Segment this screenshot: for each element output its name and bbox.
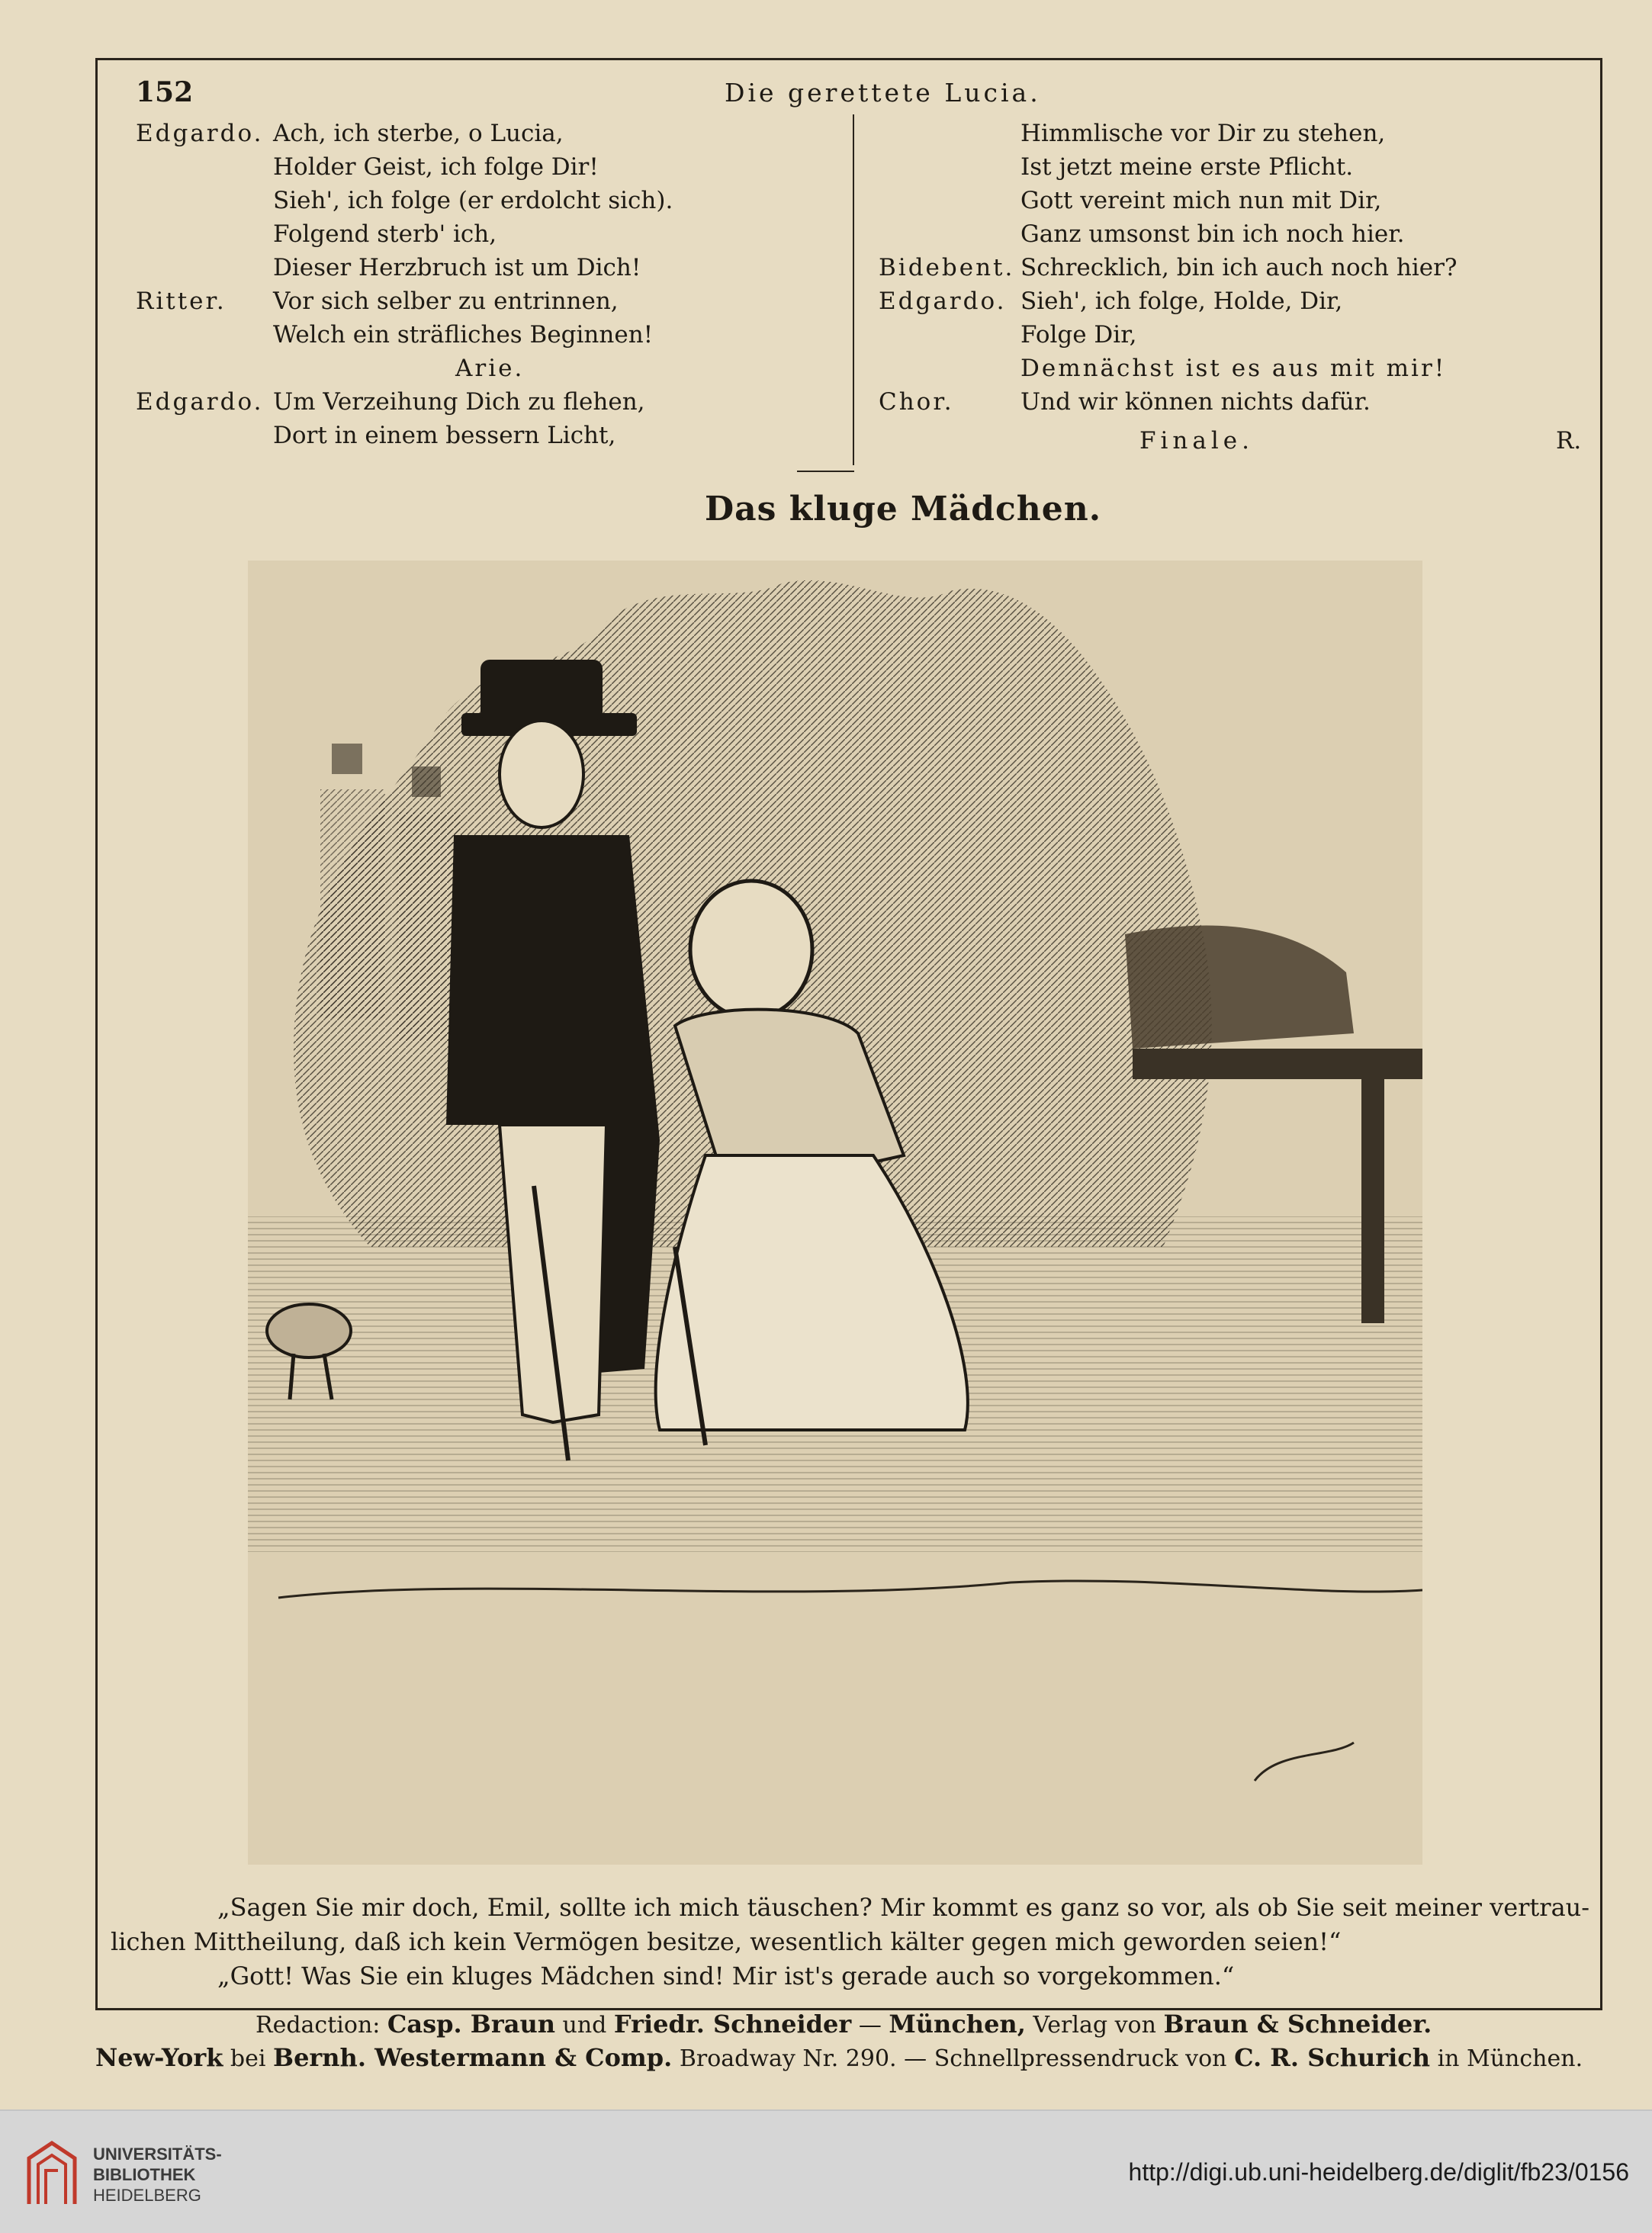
verse-line: Gott vereint mich nun mit Dir, <box>1020 187 1382 214</box>
conjunction: bei <box>230 2045 266 2072</box>
verse-line: Ganz umsonst bin ich noch hier. <box>1020 220 1405 248</box>
speaker-label: Edgardo. <box>136 120 264 147</box>
artist-signature <box>1255 1743 1354 1781</box>
verse-line: Und wir können nichts dafür. <box>1020 388 1371 416</box>
verse-line: Folge Dir, <box>1020 321 1137 349</box>
dash: — <box>858 2012 882 2039</box>
redaction-label: Redaction: <box>256 2012 381 2039</box>
finale-heading: Finale. <box>1139 427 1254 455</box>
imprint-line-2 <box>95 2045 1583 2071</box>
verse-line: Ach, ich sterbe, o Lucia, <box>273 120 564 147</box>
publisher: Braun & Schneider. <box>1163 2010 1432 2039</box>
viewer-footer <box>0 2109 1652 2233</box>
library-city: HEIDELBERG <box>93 2186 201 2205</box>
title-rule <box>797 471 854 472</box>
library-name: UNIVERSITÄTS- <box>93 2145 222 2164</box>
dash: — <box>904 2045 927 2072</box>
engraving-illustration <box>248 561 1422 1865</box>
conjunction: und <box>562 2012 607 2039</box>
address: Broadway Nr. 290. <box>679 2045 897 2072</box>
verse-line: Himmlische vor Dir zu stehen, <box>1020 120 1386 147</box>
caption-line: lichen Mittheilung, daß ich kein Vermögen besitze, wesentlich kälter gegen mich geworden seien!“ <box>111 1927 1342 1956</box>
verse-line: Dieser Herzbruch ist um Dich! <box>273 254 641 281</box>
path-ground-line <box>278 1581 1422 1598</box>
printer: C. R. Schurich <box>1234 2043 1431 2072</box>
author-signature: R. <box>1556 427 1582 455</box>
speaker-label: Ritter. <box>136 288 227 315</box>
speaker-label: Bidebent. <box>879 254 1015 281</box>
editor-name: Friedr. Schneider <box>613 2010 852 2039</box>
verse-line: Holder Geist, ich folge Dir! <box>273 153 599 181</box>
imprint-line-1 <box>256 2012 1432 2037</box>
speaker-label: Edgardo. <box>879 288 1007 315</box>
caption-line: „Gott! Was Sie ein kluges Mädchen sind! Mir ist's gerade auch so vorgekommen.“ <box>217 1962 1235 1990</box>
verse-line: Sieh', ich folge, Holde, Dir, <box>1020 288 1343 315</box>
verse-line: Um Verzeihung Dich zu flehen, <box>273 388 645 416</box>
editor-name: Casp. Braun <box>387 2010 555 2039</box>
source-url-link[interactable]: http://digi.ub.uni-heidelberg.de/diglit/fb23/0156 <box>1128 2158 1629 2186</box>
agent: Bernh. Westermann & Comp. <box>273 2043 673 2072</box>
verse-line: Folgend sterb' ich, <box>273 220 497 248</box>
speaker-label: Chor. <box>879 388 954 416</box>
verse-line: Sieh', ich folge (er erdolcht sich). <box>273 187 673 214</box>
verse-line: Vor sich selber zu entrinnen, <box>273 288 619 315</box>
verlag-label: Verlag von <box>1033 2012 1156 2039</box>
library-name: BIBLIOTHEK <box>93 2165 196 2184</box>
place: in München. <box>1437 2045 1583 2072</box>
verse-line: Welch ein sträfliches Beginnen! <box>273 321 654 349</box>
caption-line: „Sagen Sie mir doch, Emil, sollte ich mich täuschen? Mir kommt es ganz so vor, als ob Sie seit meiner vertrau- <box>217 1893 1590 1922</box>
city: New-York <box>95 2043 223 2072</box>
running-head: Die gerettete Lucia. <box>725 78 1041 108</box>
verse-line: Schrecklich, bin ich auch noch hier? <box>1020 254 1458 281</box>
page-number: 152 <box>136 76 194 108</box>
verse-line: Demnächst ist es aus mit mir! <box>1020 355 1447 382</box>
aria-heading: Arie. <box>455 355 525 382</box>
library-logo-icon <box>21 2135 82 2212</box>
section-title: Das kluge Mädchen. <box>705 490 1102 529</box>
verse-line: Ist jetzt meine erste Pflicht. <box>1020 153 1354 181</box>
speaker-label: Edgardo. <box>136 388 264 416</box>
column-divider <box>853 114 854 465</box>
city: München, <box>889 2010 1026 2039</box>
verse-line: Dort in einem bessern Licht, <box>273 422 616 449</box>
printer-label: Schnellpressendruck von <box>934 2045 1227 2072</box>
